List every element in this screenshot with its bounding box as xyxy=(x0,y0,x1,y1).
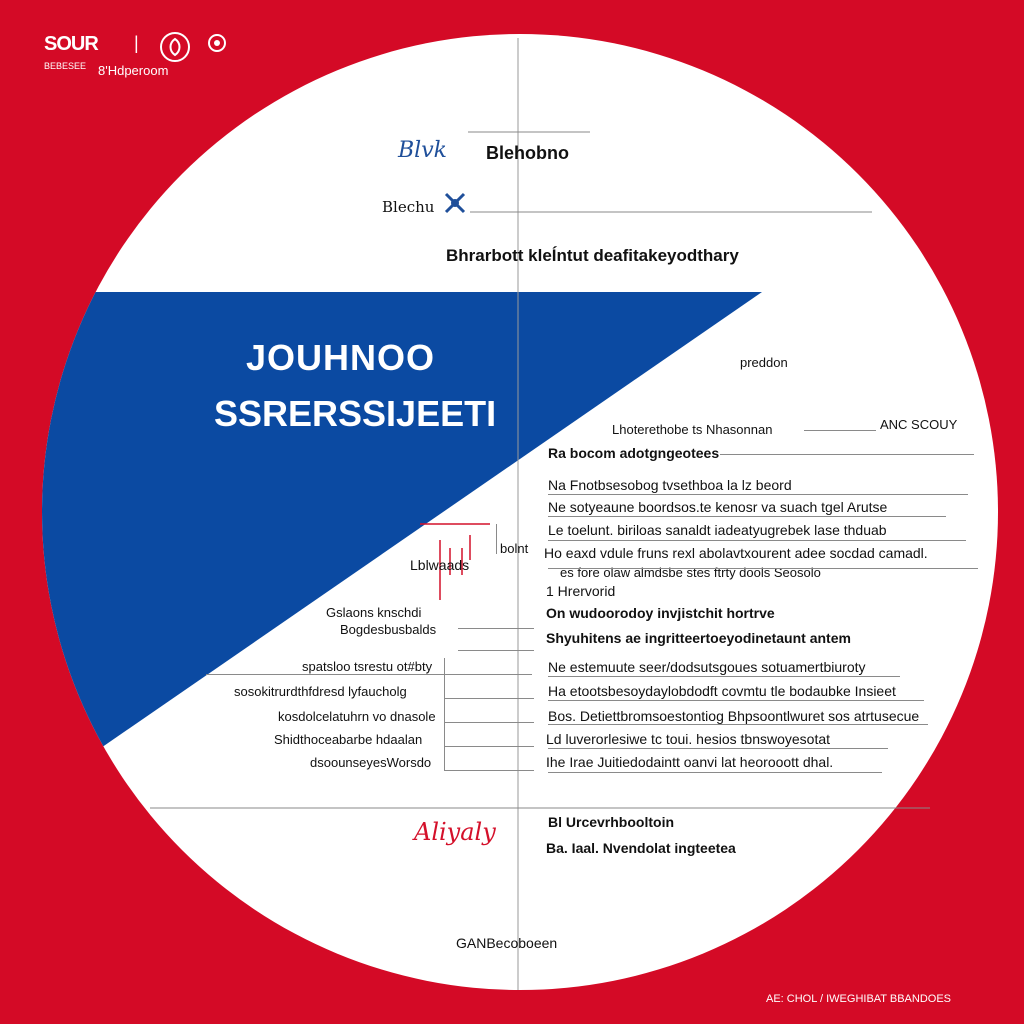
signature: Aliyaly xyxy=(414,818,496,846)
left-pair-2: Bogdesbusbalds xyxy=(340,622,437,637)
desc-row-5: Ihe Irae Juitiedodaintt oanvi lat heorooott dhal. xyxy=(546,754,834,770)
banner-line1: JOUHNOO xyxy=(246,337,436,378)
brand-logo-tiny: BEBESEE xyxy=(44,61,87,71)
side-note: preddon xyxy=(740,355,788,370)
signature-line-2: Ba. Iaal. Nvendolat ingteetea xyxy=(546,840,736,856)
list-row-4: Ho eaxd vdule fruns rexl abolavtxourent adee socdad camadl. xyxy=(544,545,928,561)
list-heading: Ra bocom adotgngeotees xyxy=(548,445,720,461)
left-item-2: sosokitrurdthfdresd lyfaucholg xyxy=(234,684,407,699)
sub-label: Blechu xyxy=(382,198,435,216)
brand-divider: | xyxy=(134,33,139,53)
desc-row-2: Ha etootsbesoydaylobdodft covmtu tle bodaubke Insieet xyxy=(548,683,896,699)
signature-line-1: Bl Urcevrhbooltoin xyxy=(548,814,675,830)
list-row-3: Le toelunt. biriloas sanaldt iadeatyugrebek lase thduab xyxy=(548,522,887,538)
list-header-right: ANC SCOUY xyxy=(880,417,958,432)
rose-emblem-icon xyxy=(158,30,192,64)
footer-right: AE: CHOL / IWEGHIBAT BBANDOES xyxy=(766,993,952,1005)
list-bold-row-2: Shyuhitens ae ingritteertoeyodinetaunt antem xyxy=(546,630,851,646)
brand-logo: SOUR xyxy=(44,33,98,55)
top-icon-label: Blvk xyxy=(398,138,447,163)
desc-row-3: Bos. Detiettbromsoestontiog Bhpsoontlwuret sos atrtusecue xyxy=(548,708,920,724)
list-header-left: Lhoterethobe ts Nhasonnan xyxy=(612,422,773,437)
desc-row-4: Ld luverorlesiwe tc toui. hesios tbnswoyesotat xyxy=(546,731,831,747)
left-item-3: kosdolcelatuhrn vo dnasole xyxy=(278,709,436,724)
headline: Bhrarbott kleÍntut deafitakeyodthary xyxy=(446,246,739,265)
left-item-5: dsoounseyesWorsdo xyxy=(310,755,432,770)
list-row-1: Na Fnotbsesobog tvsethboa la lz beord xyxy=(548,477,792,493)
left-mid-label: bolnt xyxy=(500,541,529,556)
desc-row-1: Ne estemuute seer/dodsutsgoues sotuamertbiuroty xyxy=(548,659,866,675)
r-circle-icon xyxy=(206,32,228,54)
list-row-5: es fore olaw almdsbe stes ftrty dools Seosolo xyxy=(560,565,821,580)
left-item-1: spatsloo tsrestu ot#bty xyxy=(302,659,433,674)
left-item-4: Shidthoceabarbe hdaalan xyxy=(274,732,423,747)
left-pair-1: Gslaons knschdi xyxy=(326,605,422,620)
left-small-label: Lblwaads xyxy=(410,557,470,573)
list-row-6: 1 Hrervorid xyxy=(546,583,616,599)
list-row-2: Ne sotyeaune boordsos.te kenosr va suach tgel Arutse xyxy=(548,499,888,515)
banner-line2: SSRERSSIJEETI xyxy=(214,393,497,434)
top-title: Blehobno xyxy=(486,143,569,163)
list-bold-row-1: On wudoorodoy invjistchit hortrve xyxy=(546,605,775,621)
brand-subtitle: 8'Hdperoom xyxy=(98,63,169,78)
footer-center: GANBecoboeen xyxy=(456,935,558,951)
tools-icon xyxy=(442,190,468,216)
